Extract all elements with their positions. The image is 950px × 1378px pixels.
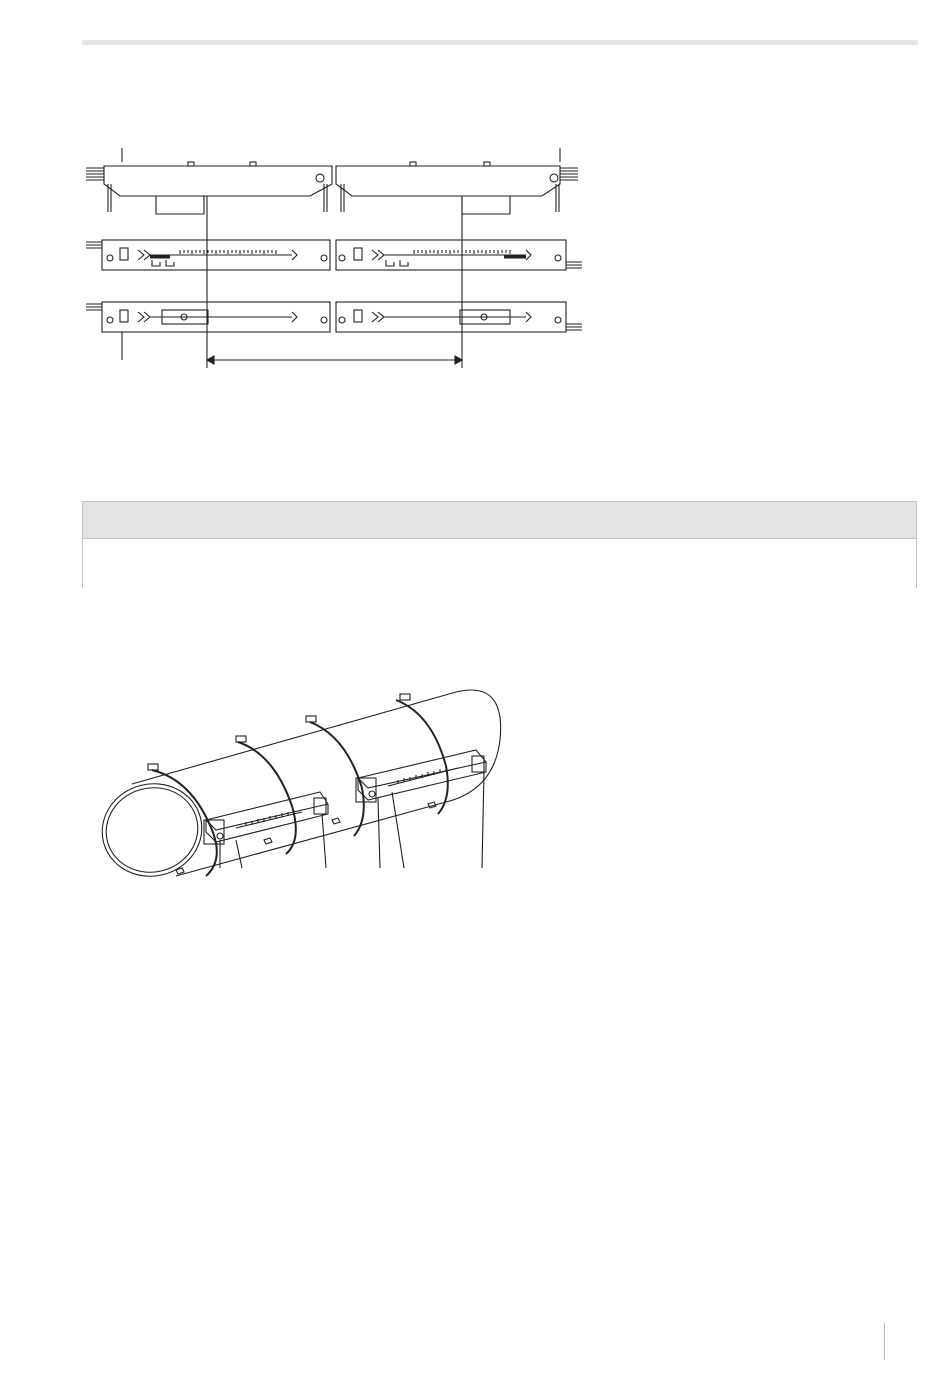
table-row [83, 539, 916, 588]
rail-top-view-positioned [86, 302, 582, 332]
header-rule [82, 40, 918, 45]
rail-side-view [86, 162, 578, 214]
info-table [82, 501, 917, 588]
rail-top-view-scale [86, 240, 582, 270]
table-header [83, 502, 916, 539]
footer-divider [884, 1323, 885, 1360]
clamp-rail-left [204, 792, 328, 844]
rail-mounting-diagram [80, 140, 600, 380]
pipe-mounting-illustration [96, 680, 506, 880]
pipe-end [96, 773, 212, 880]
